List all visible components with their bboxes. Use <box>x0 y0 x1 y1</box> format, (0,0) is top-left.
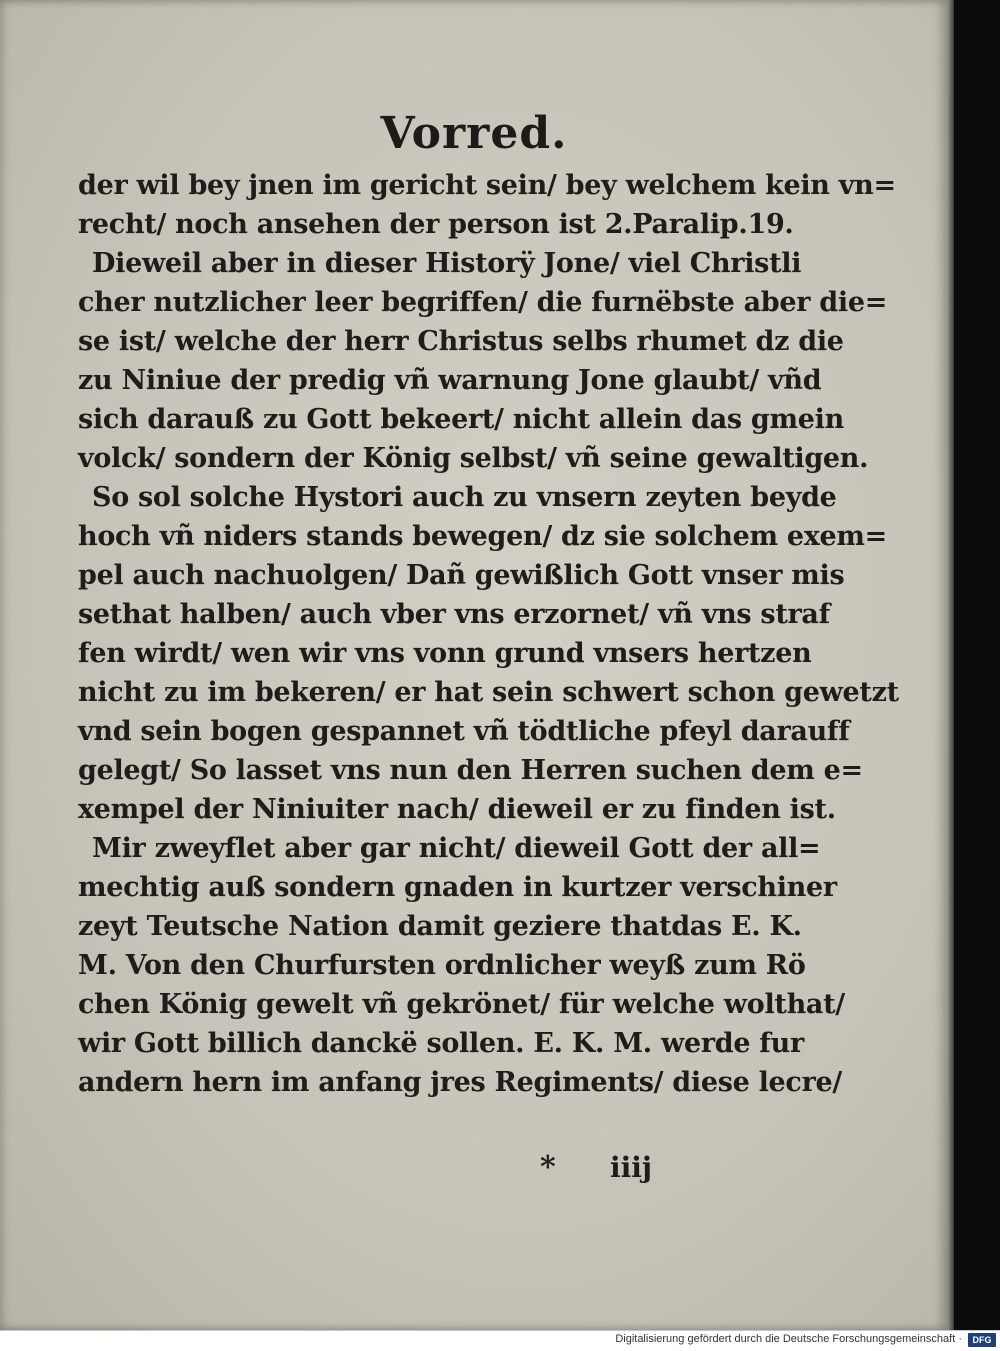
text-line: vnd sein bogen gespannet vñ tödtliche pfeyl darauff <box>78 716 850 747</box>
signature-mark: iiij <box>610 1151 653 1184</box>
text-line: zeyt Teutsche Nation damit geziere thatdas E. K. <box>78 911 802 942</box>
page-edge <box>948 0 954 1330</box>
text-line: mechtig auß sondern gnaden in kurtzer verschiner <box>78 872 837 903</box>
page-heading: Vorred. <box>380 108 568 159</box>
page-text <box>78 166 899 1102</box>
text-line: wir Gott billich danckë sollen. E. K. M. werde fur <box>78 1028 804 1059</box>
text-line: fen wirdt/ wen wir vns vonn grund vnsers hertzen <box>78 638 812 669</box>
text-line: cher nutzlicher leer begriffen/ die furnëbste aber die= <box>78 287 888 318</box>
text-line: se ist/ welche der herr Christus selbs rhumet dz die <box>78 326 844 357</box>
text-line: chen König gewelt vñ gekrönet/ für welche wolthat/ <box>78 989 845 1020</box>
text-line: volck/ sondern der König selbst/ vñ seine gewaltigen. <box>78 443 869 474</box>
text-line: andern hern im anfang jres Regiments/ diese lecre/ <box>78 1067 842 1098</box>
footer-bar <box>0 1330 1000 1351</box>
text-line: pel auch nachuolgen/ Dañ gewißlich Gott vnser mis <box>78 560 845 591</box>
text-line: So sol solche Hystori auch zu vnsern zeyten beyde <box>92 482 837 513</box>
text-line: nicht zu im bekeren/ er hat sein schwert schon gewetzt <box>78 677 899 708</box>
text-line: der wil bey jnen im gericht sein/ bey welchem kein vn= <box>78 170 896 201</box>
text-line: hoch vñ niders stands bewegen/ dz sie solchem exem= <box>78 521 887 552</box>
text-line: sethat halben/ auch vber vns erzornet/ vñ vns straf <box>78 599 830 630</box>
dfg-logo: DFG <box>968 1333 996 1347</box>
text-line: Mir zweyflet aber gar nicht/ dieweil Gott der all= <box>92 833 821 864</box>
text-line: zu Niniue der predig vñ warnung Jone glaubt/ vñd <box>78 365 822 396</box>
text-line: M. Von den Churfursten ordnlicher weyß zum Rö <box>78 950 806 981</box>
text-line: recht/ noch ansehen der person ist 2.Paralip.19. <box>78 209 794 240</box>
asterisk-mark: * <box>540 1150 556 1185</box>
text-line: sich darauß zu Gott bekeert/ nicht allein das gmein <box>78 404 844 435</box>
text-line: gelegt/ So lasset vns nun den Herren suchen dem e= <box>78 755 863 786</box>
text-line: Dieweil aber in dieser Historÿ Jone/ viel Christli <box>92 248 802 279</box>
funding-note: Digitalisierung gefördert durch die Deutsche Forschungsgemeinschaft · <box>615 1333 962 1345</box>
page-footer <box>540 1150 652 1185</box>
text-line: xempel der Niniuiter nach/ dieweil er zu finden ist. <box>78 794 836 825</box>
